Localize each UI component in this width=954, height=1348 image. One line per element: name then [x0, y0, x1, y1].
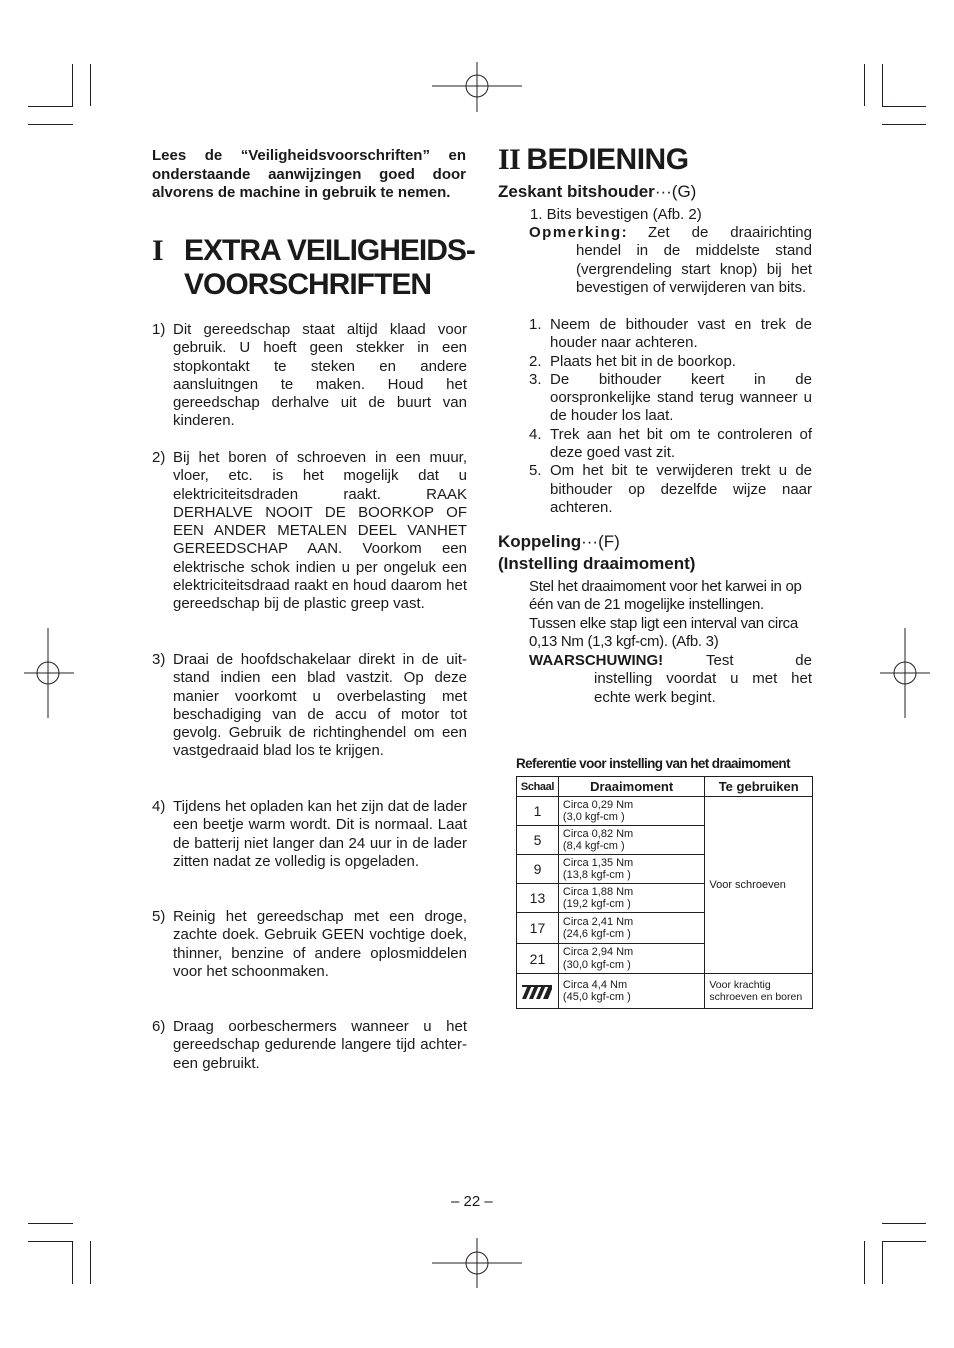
item-text: Draai de hoofdschakelaar direkt in de uit-stand indien een blad vastzit. Op deze manier voorkomt u overbelasting met beschadiging van de accu of motor tot gevolg. Gebruik de richtinghendel om een vastgedraaid blad los te krijgen.	[173, 651, 467, 760]
subheading-suffix: (G)	[671, 182, 697, 201]
cell-torque	[558, 884, 704, 913]
cell-scale: 9	[517, 855, 559, 884]
subheading-dots: ···	[654, 182, 672, 201]
step-item	[529, 462, 812, 517]
header-schaal: Schaal	[517, 777, 559, 797]
page-number: – 22 –	[451, 1193, 493, 1210]
cell-use-drill: Voor krachtig schroeven en boren	[705, 974, 813, 1009]
note-text: Zet de draairichting hendel in de middelste stand (vergrendeling start knop) bij het bevestigen of verwijderen van bits.	[576, 224, 812, 296]
registration-mark-left	[24, 628, 74, 718]
registration-mark-bottom	[432, 1238, 522, 1288]
torque-kgf: (8,4 kgf-cm )	[562, 840, 625, 852]
drill-mode-icon	[522, 985, 552, 999]
step-number: 1.	[529, 316, 542, 333]
step-number: 4.	[529, 425, 542, 443]
cell-torque	[558, 974, 704, 1009]
torque-nm: Circa 1,35 Nm	[562, 856, 634, 869]
subheading-bitshouder	[498, 181, 696, 203]
section-2-title	[498, 141, 689, 179]
step-item	[529, 353, 812, 371]
item-text: Draag oorbeschermers wanneer u het gereedschap gedurende langere tijd achter-een gebruikt.	[173, 1018, 467, 1072]
cell-use-screw: Voor schroeven	[705, 797, 813, 974]
registration-mark-right	[880, 628, 930, 718]
step-text: De bithouder keert in de oorspronkelijke stand terug wanneer u de houder los laat.	[550, 370, 812, 425]
section-2-roman: II	[498, 143, 521, 176]
warning-text: Test de instelling voordat u met het echte werk begint.	[594, 652, 812, 706]
steps-list	[529, 316, 812, 517]
safety-item-5	[152, 908, 467, 981]
torque-kgf: (30,0 kgf-cm )	[562, 958, 631, 971]
subheading-title: Zeskant bitshouder	[498, 182, 655, 201]
item-number: 4)	[152, 798, 166, 815]
table-caption: Referentie voor instelling van het draaimoment	[516, 756, 790, 771]
subheading-dots: ···	[581, 532, 599, 551]
safety-item-4	[152, 798, 467, 871]
step-number: 5.	[529, 462, 542, 480]
step-text: Plaats het bit in de boorkop.	[550, 352, 736, 370]
safety-item-3	[152, 651, 467, 761]
subheading-title: Koppeling	[498, 532, 582, 551]
torque-kgf: (13,8 kgf-cm )	[562, 869, 631, 881]
cell-torque	[558, 826, 704, 855]
torque-kgf: (3,0 kgf-cm )	[562, 811, 625, 823]
note-label: Opmerking:	[529, 224, 629, 241]
torque-nm: Circa 2,94 Nm	[562, 946, 634, 958]
step-number: 3.	[529, 370, 542, 388]
cell-scale: 13	[517, 884, 559, 913]
subheading-koppeling	[498, 531, 695, 575]
intro-text: Lees de “Veiligheidsvoorschriften” en onderstaande aanwijzingen goed door alvorens de machine in gebruik te nemen.	[152, 147, 466, 201]
torque-table	[516, 776, 813, 1009]
torque-nm: Circa 1,88 Nm	[562, 885, 634, 898]
step-text: Om het bit te verwijderen trekt u de bithouder op dezelfde wijze naar achteren.	[550, 462, 812, 516]
torque-nm: Circa 4,4 Nm	[562, 978, 628, 991]
section-1-title	[152, 234, 475, 302]
step-number: 2.	[529, 352, 542, 370]
registration-mark-top	[432, 62, 522, 112]
clutch-text: Stel het draaimoment voor het karwei in op één van de 21 mogelijke instellingen. Tussen elke stap ligt een interval van circa 0,13 Nm (1,3 kgf-cm). (Afb. 3)	[529, 578, 802, 650]
section-1-title-line2: VOORSCHRIFTEN	[184, 268, 432, 301]
safety-item-6	[152, 1018, 467, 1073]
cell-torque	[558, 855, 704, 884]
item-text: Dit gereedschap staat altijd klaad voor gebruik. U hoeft geen stekker in een stopkontakt te steken en andere aansluitngen te maken. Houd het gereedschap derhalve uit de buurt van kinderen.	[173, 321, 467, 430]
safety-item-1	[152, 321, 467, 431]
torque-kgf: (19,2 kgf-cm )	[562, 898, 631, 910]
step-item	[529, 316, 812, 353]
step-item	[529, 426, 812, 463]
cell-scale: 1	[517, 797, 559, 826]
table-header-row	[517, 777, 813, 797]
step-text: Trek aan het bit om te controleren of deze goed vast zit.	[550, 425, 812, 462]
subheading-title-2: (Instelling draaimoment)	[498, 554, 696, 573]
torque-kgf: (45,0 kgf-cm )	[562, 991, 631, 1003]
torque-nm: Circa 2,41 Nm	[562, 915, 634, 928]
cell-torque	[558, 913, 704, 944]
step-item	[529, 371, 812, 426]
item-text: Reinig het gereedschap met een droge, zachte doek. Gebruik GEEN vochtige doek, thinner, benzine of andere oplosmiddelen voor het schoonmaken.	[173, 908, 467, 980]
section-1-title-line1: EXTRA VEILIGHEIDS-	[184, 234, 475, 267]
torque-nm: Circa 0,29 Nm	[562, 798, 634, 811]
cell-scale: 17	[517, 913, 559, 944]
table-row	[517, 974, 813, 1009]
cell-scale-drill	[517, 974, 559, 1009]
item-text: Bij het boren of schroeven in een muur, vloer, etc. is het mogelijk dat u elektriciteitsdraden raakt. RAAK DERHALVE NOOIT DE BOORKOP OF EEN ANDER METALEN DEEL VANHET GEREEDSCHAP AAN. Voorkom een elektrische schok indien u per ongeluk een elektriciteitsdraad raakt en houd daarom het gereedschap bij de plastic greep vast.	[173, 449, 467, 613]
subheading-suffix: (F)	[598, 532, 620, 551]
torque-kgf: (24,6 kgf-cm )	[562, 928, 631, 940]
torque-nm: Circa 0,82 Nm	[562, 827, 634, 840]
warning-label: WAARSCHUWING!	[529, 652, 664, 669]
header-te-gebruiken: Te gebruiken	[705, 777, 813, 797]
item-number: 6)	[152, 1018, 166, 1035]
table-row	[517, 797, 813, 826]
cell-torque	[558, 797, 704, 826]
item-text: Tijdens het opladen kan het zijn dat de lader een beetje warm wordt. Dit is normaal. Laat de batterij niet langer dan 24 uur in de lader zitten nadat ze volledig is opgeladen.	[173, 798, 467, 870]
item-number: 5)	[152, 908, 166, 925]
cell-scale: 21	[517, 944, 559, 974]
header-draaimoment: Draaimoment	[558, 777, 704, 797]
section-2-title-text: BEDIENING	[526, 143, 689, 176]
cell-torque	[558, 944, 704, 974]
item-number: 1)	[152, 321, 166, 338]
section-1-roman: I	[152, 234, 163, 267]
bits-heading: 1. Bits bevestigen (Afb. 2)	[530, 206, 702, 223]
step-text: Neem de bithouder vast en trek de houder naar achteren.	[550, 316, 812, 352]
item-number: 3)	[152, 651, 166, 668]
item-number: 2)	[152, 449, 166, 466]
safety-item-2	[152, 449, 467, 614]
cell-scale: 5	[517, 826, 559, 855]
